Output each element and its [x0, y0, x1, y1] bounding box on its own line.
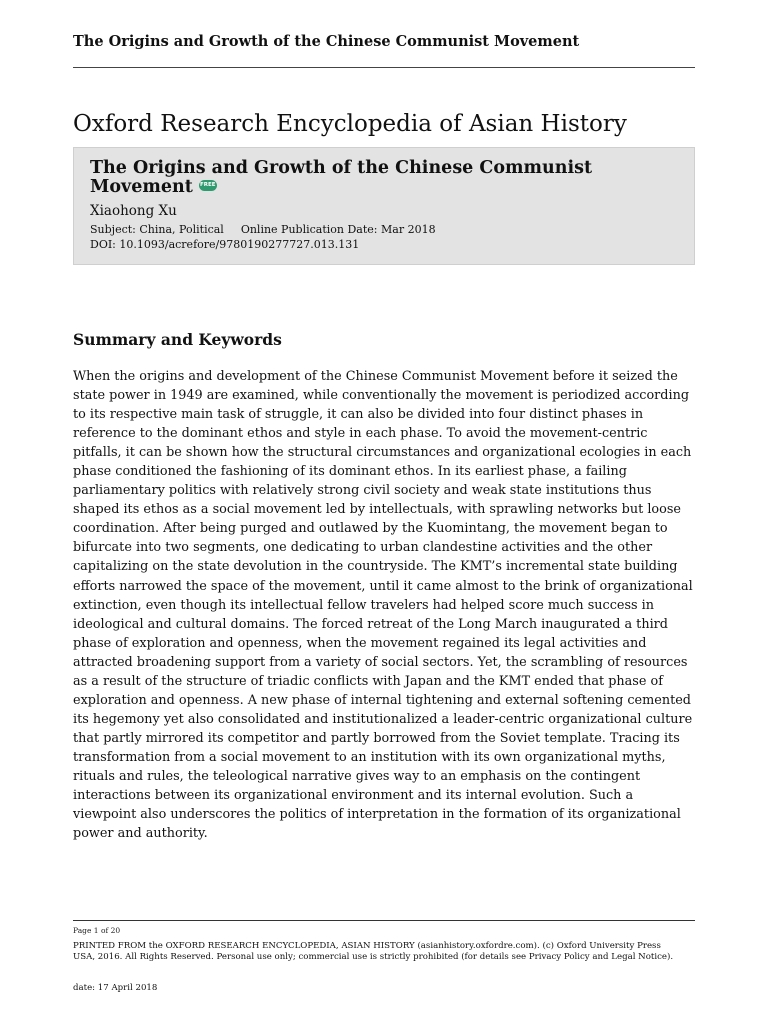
footer-divider	[73, 920, 695, 921]
doi-label: DOI:	[90, 238, 116, 251]
page-number: Page 1 of 20	[73, 926, 121, 935]
subject-label: Subject:	[90, 223, 136, 236]
article-info-box	[73, 147, 695, 265]
publication-date-label: Online Publication Date:	[240, 223, 378, 236]
article-title-text: The Origins and Growth of the Chinese Communist Movement	[90, 158, 593, 197]
summary-paragraph: When the origins and development of the Chinese Communist Movement before it seized the state power in 1949 are examined, while conventionally the movement is periodized according to its respective main task of struggle, it can also be divided into four distinct phases in reference to the dominant ethos and style in each phase. To avoid the movement-centric pitfalls, it can be shown how the structural circumstances and organizational ecologies in each phase conditioned the fashioning of its dominant ethos. In its earliest phase, a failing parliamentary politics with relatively strong civil society and weak state institutions thus shaped its ethos as a social movement led by intellectuals, with sprawling networks but loose coordination. After being purged and outlawed by the Kuomintang, the movement began to bifurcate into two segments, one dedicating to urban clandestine activities and the other capitalizing on the state devolution in the countryside. The KMT’s incremental state building efforts narrowed the space of the movement, until it came almost to the brink of organizational extinction, even though its intellectual fellow travelers had helped score much success in ideological and cultural domains. The forced retreat of the Long March inaugurated a third phase of exploration and openness, when the movement regained its legal activities and attracted broadening support from a variety of social sectors. Yet, the scrambling of resources as a result of the structure of triadic conflicts with Japan and the KMT ended that phase of exploration and openness. A new phase of internal tightening and external softening cemented its hegemony yet also consolidated and institutionalized a leader-centric organizational culture that partly mirrored its competitor and partly borrowed from the Soviet template. Tracing its transformation from a social movement to an institution with its own organizational myths, rituals and rules, the teleological narrative gives way to an emphasis on the contingent interactions between its organizational environment and its internal evolution. Such a viewpoint also underscores the politics of interpretation in the formation of its organizational power and authority.	[73, 369, 693, 842]
summary-heading: Summary and Keywords	[73, 330, 282, 349]
print-date: date: 17 April 2018	[73, 983, 158, 993]
copyright-notice: PRINTED FROM the OXFORD RESEARCH ENCYCLOPEDIA, ASIAN HISTORY (asianhistory.oxfordre.com). (c) Oxford University Press USA, 2016. All Rights Reserved. Personal use only; commercial use is strictly prohibited (for details see Privacy Policy and Legal Notice).	[73, 941, 674, 962]
publication-date-value: Mar 2018	[381, 223, 436, 236]
free-access-icon: FREE	[199, 180, 217, 191]
doi-value[interactable]: 10.1093/acrefore/9780190277727.013.131	[119, 238, 360, 251]
article-author[interactable]: Xiaohong Xu	[90, 203, 177, 219]
subject-value: China, Political	[139, 223, 224, 236]
article-subject-line	[90, 223, 436, 236]
running-header: The Origins and Growth of the Chinese Communist Movement	[73, 33, 580, 50]
article-title	[90, 159, 650, 197]
publication-title: Oxford Research Encyclopedia of Asian History	[73, 111, 627, 137]
article-doi-line	[90, 238, 359, 251]
header-divider	[73, 67, 695, 68]
